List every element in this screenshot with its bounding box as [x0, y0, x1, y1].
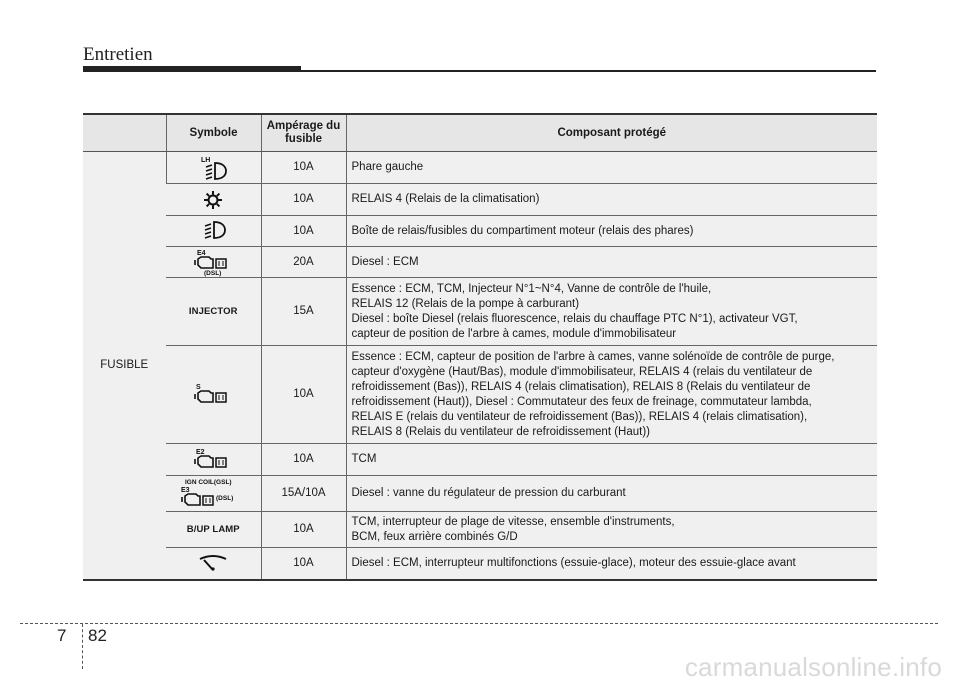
fuse-table — [83, 113, 877, 581]
air-conditioning-icon — [203, 190, 223, 210]
amperage-cell: 15A/10A — [261, 476, 346, 512]
component-line: capteur d'oxygène (Haut/Bas), module d'immobilisateur, RELAIS 4 (relais du ventilateur de — [351, 365, 813, 378]
component-cell — [346, 548, 877, 580]
fuse-group-label: FUSIBLE — [83, 152, 166, 580]
component-line: RELAIS E (relais du ventilateur de refroidissement (Bas)), RELAIS 4 (relais climatisation), — [351, 410, 808, 423]
svg-text:S: S — [196, 383, 201, 391]
table-row — [83, 444, 877, 476]
component-cell — [346, 444, 877, 476]
injector-label: INJECTOR — [188, 306, 238, 317]
low-beam-headlamp-icon — [194, 155, 234, 181]
svg-text:LH: LH — [200, 156, 210, 164]
symbol-cell — [166, 184, 261, 216]
table-row — [83, 247, 877, 278]
component-line: BCM, feux arrière combinés G/D — [351, 530, 518, 543]
symbol-cell — [166, 216, 261, 247]
svg-text:E4: E4 — [197, 250, 206, 257]
symbol-cell — [166, 278, 261, 346]
amperage-cell: 10A — [261, 346, 346, 444]
column-header-amperage: Ampérage du fusible — [261, 114, 346, 152]
wiper-icon — [197, 554, 229, 572]
watermark: carmanualsonline.info — [684, 652, 942, 682]
engine-module-icon — [189, 447, 237, 473]
footer-divider — [20, 623, 938, 624]
component-line: RELAIS 8 (Relais du ventilateur de refroidissement (Haut)) — [351, 425, 650, 438]
component-cell — [346, 346, 877, 444]
table-row — [83, 512, 877, 548]
table-row — [83, 152, 877, 184]
column-header-symbol: Symbole — [166, 114, 261, 152]
symbol-cell — [166, 548, 261, 580]
amperage-cell: 10A — [261, 184, 346, 216]
amperage-cell: 10A — [261, 444, 346, 476]
table-row — [83, 476, 877, 512]
svg-text:(DSL): (DSL) — [204, 270, 222, 277]
component-cell — [346, 247, 877, 278]
component-line: capteur de position de l'arbre à cames, module d'immobilisateur — [351, 327, 677, 340]
amperage-cell: 10A — [261, 152, 346, 184]
component-line: TCM — [351, 453, 377, 465]
amperage-cell: 20A — [261, 247, 346, 278]
amperage-cell: 10A — [261, 216, 346, 247]
component-cell — [346, 184, 877, 216]
component-line: Phare gauche — [351, 161, 424, 173]
symbol-cell — [166, 152, 261, 184]
footer-vertical-divider — [82, 624, 83, 669]
component-line: Diesel : ECM, interrupteur multifonctions (essuie-glace), moteur des essuie-glace avant — [351, 556, 796, 569]
svg-text:E2: E2 — [196, 448, 205, 456]
column-header-group — [83, 114, 166, 152]
component-line: Boîte de relais/fusibles du compartiment moteur (relais des phares) — [351, 224, 694, 237]
engine-module-icon — [173, 478, 253, 510]
component-line: Diesel : boîte Diesel (relais fluorescence, relais du chauffage PTC N°1), activateur VGT, — [351, 312, 798, 325]
component-line: RELAIS 4 (Relais de la climatisation) — [351, 193, 540, 205]
symbol-cell — [166, 476, 261, 512]
component-line: refroidissement (Bas)), RELAIS 4 (relais climatisation), RELAIS 8 (Relais du ventilateur de — [351, 380, 811, 393]
engine-module-icon — [189, 248, 237, 276]
amperage-cell: 10A — [261, 512, 346, 548]
title-underline-thin — [301, 70, 876, 72]
table-row — [83, 184, 877, 216]
low-beam-headlamp-icon — [193, 220, 233, 242]
component-cell — [346, 476, 877, 512]
symbol-cell — [166, 247, 261, 278]
chapter-number: 7 — [57, 626, 67, 645]
svg-text:E3: E3 — [181, 486, 190, 494]
backup-lamp-label: B/UP LAMP — [186, 524, 240, 535]
column-header-component: Composant protégé — [346, 114, 877, 152]
symbol-cell — [166, 346, 261, 444]
symbol-cell — [166, 512, 261, 548]
chapter-title: Entretien — [83, 44, 153, 65]
svg-text:(DSL): (DSL) — [216, 494, 234, 502]
component-line: Diesel : vanne du régulateur de pression du carburant — [351, 487, 626, 499]
component-cell — [346, 216, 877, 247]
table-row — [83, 346, 877, 444]
table-row — [83, 216, 877, 247]
component-cell — [346, 278, 877, 346]
amperage-cell: 15A — [261, 278, 346, 346]
component-cell — [346, 512, 877, 548]
table-header-row — [83, 114, 877, 152]
component-line: Diesel : ECM — [351, 255, 419, 268]
svg-text:IGN COIL(GSL): IGN COIL(GSL) — [185, 478, 232, 486]
component-line: refroidissement (Haut)), Diesel : Commutateur des feux de freinage, commutateur lambda, — [351, 395, 812, 408]
table-row — [83, 278, 877, 346]
engine-module-icon — [189, 381, 237, 409]
amperage-cell: 10A — [261, 548, 346, 580]
title-underline-thick — [83, 66, 301, 72]
table-row — [83, 548, 877, 580]
page-number: 82 — [88, 626, 107, 645]
component-line: Essence : ECM, TCM, Injecteur N°1~N°4, Vanne de contrôle de l'huile, — [351, 282, 712, 295]
component-line: RELAIS 12 (Relais de la pompe à carburant) — [351, 297, 580, 310]
component-cell — [346, 152, 877, 184]
symbol-cell — [166, 444, 261, 476]
component-line: TCM, interrupteur de plage de vitesse, ensemble d'instruments, — [351, 515, 675, 528]
component-line: Essence : ECM, capteur de position de l'arbre à cames, vanne solénoïde de contrôle de purge, — [351, 350, 835, 363]
